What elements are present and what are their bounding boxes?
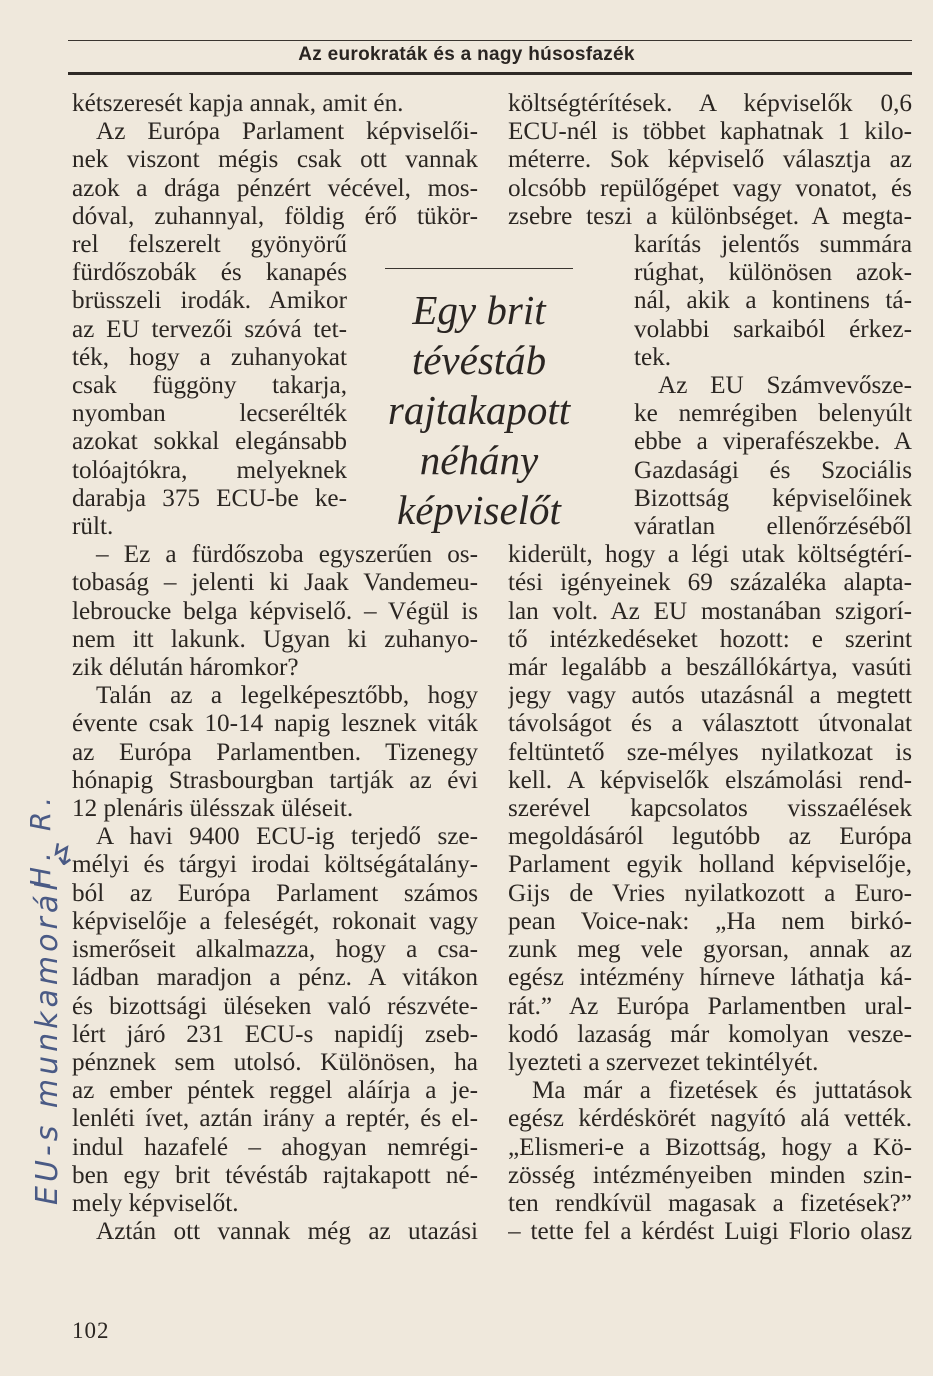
- text-line: zösség intézményeiben minden szin-: [508, 1161, 912, 1189]
- text-line: nyomban lecserélték: [72, 400, 347, 428]
- text-line: azok a drága pénzért vécével, mos-: [72, 174, 478, 202]
- handwritten-bracket-mark: ↯: [50, 838, 76, 873]
- text-line: évente csak 10-14 napig lesznek viták: [72, 710, 478, 738]
- text-line: képviselője a feleségét, rokonait vagy: [72, 907, 478, 935]
- text-line: indul hazafelé – ahogyan nemrégi-: [72, 1133, 478, 1161]
- text-line: rel felszerelt gyönyörű: [72, 231, 347, 259]
- header-bottom-rule: [68, 72, 912, 75]
- text-line: ból az Európa Parlament számos: [72, 879, 478, 907]
- text-line: tő intézkedéseket hozott: e szerint: [508, 625, 912, 653]
- pull-quote-line: néhány: [419, 437, 539, 483]
- text-line: karítás jelentős summára: [634, 231, 912, 259]
- text-line: zik délután háromkor?: [72, 654, 299, 682]
- left-text-column: [72, 90, 478, 1246]
- text-line: volabbi sarkaiból érkez-: [634, 315, 912, 343]
- text-line: az Európa Parlamentben. Tizenegy: [72, 738, 478, 766]
- text-line: pean Voice-nak: „Ha nem birkó-: [508, 907, 912, 935]
- text-line: pénznek sem utolsó. Különösen, ha: [72, 1048, 478, 1076]
- text-line: Bizottság képviselőinek: [634, 484, 912, 512]
- text-line: mely képviselőt.: [72, 1189, 239, 1217]
- text-line: megoldásáról legutóbb az Európa: [508, 823, 912, 851]
- pull-quote-line: rajtakapott: [387, 387, 571, 433]
- text-line: ECU-nél is többet kaphatnak 1 kilo-: [508, 118, 912, 146]
- text-line: lért járó 231 ECU-s napidíj zseb-: [72, 1020, 478, 1048]
- text-line: nek viszont mégis csak ott vannak: [72, 146, 478, 174]
- pull-quote-line: tévéstáb: [411, 337, 547, 383]
- text-line: A havi 9400 ECU-ig terjedő sze-: [96, 823, 478, 851]
- text-line: Talán az a legelképesztőbb, hogy: [96, 682, 478, 710]
- text-line: ték, hogy a zuhanyokat: [72, 343, 347, 371]
- text-line: egész intézmény hírneve láthatja ká-: [508, 964, 912, 992]
- text-line: kétszeresét kapja annak, amit én.: [72, 90, 404, 117]
- text-line: Gazdasági és Szociális: [634, 456, 912, 484]
- text-line: zsebre teszi a különbséget. A megta-: [508, 202, 912, 230]
- text-line: szerével kapcsolatos visszaélések: [508, 795, 912, 823]
- handwritten-initials: H. R.: [24, 790, 57, 888]
- text-line: lebroucke belga képviselő. – Végül is: [72, 597, 478, 625]
- text-line: „Elismeri-e a Bizottság, hogy a Kö-: [508, 1133, 912, 1161]
- text-line: nem itt lakunk. Ugyan ki zuhanyo-: [72, 625, 478, 653]
- text-line: kell. A képviselők elszámolási rend-: [508, 766, 912, 794]
- text-line: ismerőseit alkalmazza, hogy a csa-: [72, 936, 478, 964]
- text-line: darabja 375 ECU-be ke-: [72, 484, 347, 512]
- pull-quote-rule: [385, 268, 573, 269]
- text-line: – tette fel a kérdést Luigi Florio olasz: [508, 1218, 912, 1246]
- text-line: kiderült, hogy a légi utak költségtérí-: [508, 541, 912, 569]
- text-line: azokat sokkal elegánsabb: [72, 428, 347, 456]
- text-line: már legalább a beszállókártya, vasúti: [508, 654, 912, 682]
- text-line: ten rendkívül magasak a fizetések?”: [508, 1189, 912, 1217]
- text-line: tobaság – jelenti ki Jaak Vandemeu-: [72, 569, 478, 597]
- text-line: mélyi és tárgyi irodai költségátalány-: [72, 851, 478, 879]
- text-line: az ember péntek reggel aláírja a je-: [72, 1077, 478, 1105]
- text-line: ke nemrégiben belenyúlt: [634, 400, 912, 428]
- text-line: Az Európa Parlament képviselői-: [96, 118, 478, 146]
- text-line: kodó lazaság már komolyan vesze-: [508, 1020, 912, 1048]
- text-line: brüsszeli irodák. Amikor: [72, 287, 347, 315]
- text-line: nál, akik a kontinens tá-: [634, 287, 912, 315]
- text-line: dóval, zuhannyal, földig érő tükör-: [72, 202, 478, 230]
- text-line: 12 plenáris ülésszak üléseit.: [72, 795, 354, 823]
- page-number: 102: [72, 1318, 110, 1343]
- text-line: távolságot és a választott útvonalat: [508, 710, 912, 738]
- text-line: és bizottsági üléseken való részvéte-: [72, 992, 478, 1020]
- text-line: lenléti ívet, aztán irány a reptér, és el-: [72, 1105, 478, 1133]
- text-line: lan volt. Az EU mostanában szigorí-: [508, 597, 912, 625]
- pull-quote: [385, 285, 573, 535]
- text-line: költségtérítések. A képviselők 0,6: [508, 90, 912, 117]
- text-line: feltüntető sze-mélyes nyilatkozat is: [508, 738, 912, 766]
- right-text-column: [508, 90, 912, 1246]
- header-top-rule: [68, 40, 912, 41]
- text-line: rült.: [72, 513, 114, 541]
- text-line: az EU tervezői szóvá tet-: [72, 315, 347, 343]
- running-header: Az eurokraták és a nagy húsosfazék: [298, 44, 635, 65]
- text-line: csak függöny takarja,: [72, 372, 347, 400]
- text-line: tek.: [634, 343, 672, 371]
- text-line: fürdőszobák és kanapés: [72, 259, 347, 287]
- text-line: Az EU Számvevősze-: [658, 372, 912, 400]
- text-line: ládban maradjon a pénz. A vitákon: [72, 964, 478, 992]
- text-line: hónapig Strasbourgban tartják az évi: [72, 766, 478, 794]
- text-line: tolóajtókra, melyeknek: [72, 456, 347, 484]
- pull-quote-line: képviselőt: [397, 487, 561, 533]
- pull-quote-line: Egy brit: [412, 287, 546, 333]
- text-line: jegy vagy autós utazásnál a megtett: [508, 682, 912, 710]
- handwritten-margin-note: EU-s munkamorál: [30, 878, 65, 1205]
- text-line: Ma már a fizetések és juttatások: [532, 1077, 912, 1105]
- text-line: – Ez a fürdőszoba egyszerűen os-: [96, 541, 478, 569]
- text-line: Parlament egyik holland képviselője,: [508, 851, 912, 879]
- text-line: ebbe a viperafészekbe. A: [634, 428, 912, 456]
- text-line: váratlan ellenőrzéséből: [634, 513, 912, 541]
- text-line: méterre. Sok képviselő választja az: [508, 146, 912, 174]
- text-line: lyezteti a szervezet tekintélyét.: [508, 1048, 819, 1076]
- text-line: tési igényeinek 69 százaléka alapta-: [508, 569, 912, 597]
- text-line: rúghat, különösen azok-: [634, 259, 912, 287]
- text-line: zunk meg vele gyorsan, annak az: [508, 936, 912, 964]
- text-line: Gijs de Vries nyilatkozott a Euro-: [508, 879, 912, 907]
- text-line: Aztán ott vannak még az utazási: [96, 1218, 478, 1246]
- text-line: ben egy brit tévéstáb rajtakapott né-: [72, 1161, 478, 1189]
- text-line: egész kérdéskörét nagyító alá vették.: [508, 1105, 912, 1133]
- text-line: olcsóbb repülőgépet vagy vonatot, és: [508, 174, 912, 202]
- text-line: rát.” Az Európa Parlamentben ural-: [508, 992, 912, 1020]
